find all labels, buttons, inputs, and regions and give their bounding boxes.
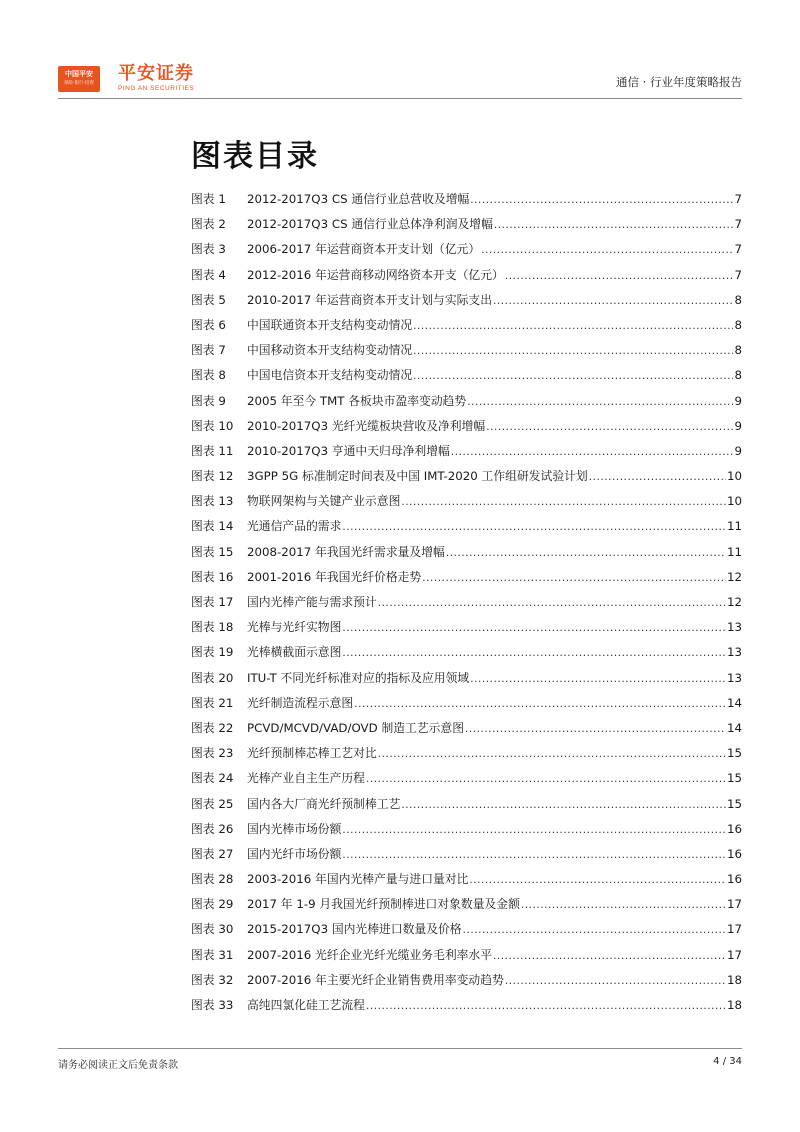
toc-entry-label: 图表 24 xyxy=(191,771,234,786)
toc-dot-leader xyxy=(342,519,726,533)
toc-dot-leader xyxy=(366,998,726,1012)
toc-dot-leader xyxy=(413,343,733,357)
toc-entry-title: 2012-2017Q3 CS 通信行业总营收及增幅 xyxy=(247,192,470,206)
toc-entry[interactable] xyxy=(191,316,742,341)
toc-entry-label: 图表 12 xyxy=(191,469,234,484)
toc-entry-label: 图表 20 xyxy=(191,670,234,685)
toc-dot-leader xyxy=(401,797,726,811)
toc-dot-leader xyxy=(467,394,733,408)
toc-entry-label: 图表 1 xyxy=(191,192,226,206)
toc-entry-title: 2012-2016 年运营商移动网络资本开支（亿元） xyxy=(247,267,504,282)
toc-dot-leader xyxy=(521,897,726,911)
toc-entry[interactable] xyxy=(191,291,742,316)
toc-entry-title: 2007-2016 年主要光纤企业销售费用率变动趋势 xyxy=(247,972,504,987)
toc-dot-leader xyxy=(342,620,726,634)
toc-entry-page: 7 xyxy=(734,267,742,282)
brand-name-en: PING AN SECURITIES xyxy=(118,85,195,92)
toc-entry-page: 12 xyxy=(726,569,742,584)
toc-entry-label: 图表 17 xyxy=(191,595,234,609)
toc-entry[interactable] xyxy=(191,744,742,769)
toc-entry-title: 中国联通资本开支结构变动情况 xyxy=(247,317,413,332)
toc-entry-title: 2010-2017Q3 光纤光缆板块营收及净利增幅 xyxy=(247,418,486,433)
toc-entry-label: 图表 27 xyxy=(191,846,234,861)
toc-entry-label: 图表 23 xyxy=(191,746,234,761)
toc-entry-label: 图表 33 xyxy=(191,998,234,1012)
footer-disclaimer: 请务必阅读正文后免责条款 xyxy=(58,1060,178,1071)
toc-entry-label: 图表 6 xyxy=(191,317,226,332)
toc-entry-page: 8 xyxy=(734,317,742,332)
toc-entry-page: 7 xyxy=(734,217,742,232)
toc-entry-page: 8 xyxy=(734,292,742,307)
toc-dot-leader xyxy=(401,494,726,508)
brand-name-cn: 平安证券 xyxy=(118,63,194,84)
toc-entry-title: 光棒横截面示意图 xyxy=(247,645,342,660)
toc-entry[interactable] xyxy=(191,341,742,366)
toc-entry-page: 13 xyxy=(726,670,742,685)
toc-entry[interactable] xyxy=(191,870,742,895)
toc-entry-page: 7 xyxy=(734,242,742,257)
toc-entry-title: 2007-2016 光纤企业光纤光缆业务毛利率水平 xyxy=(247,947,493,962)
toc-entry-title: 光棒与光纤实物图 xyxy=(247,620,342,635)
toc-entry-title: 2006-2017 年运营商资本开支计划（亿元） xyxy=(247,242,481,257)
toc-entry[interactable] xyxy=(191,971,742,996)
toc-entry-title: 光棒产业自主生产历程 xyxy=(247,771,365,786)
toc-dot-leader xyxy=(413,368,733,382)
toc-dot-leader xyxy=(422,570,726,584)
toc-entry[interactable] xyxy=(191,895,742,920)
toc-entry-page: 16 xyxy=(726,821,742,836)
toc-entry-page: 18 xyxy=(726,998,742,1012)
toc-dot-leader xyxy=(463,922,726,936)
toc-entry[interactable] xyxy=(191,190,742,215)
toc-entry-page: 16 xyxy=(726,846,742,861)
toc-dot-leader xyxy=(465,721,726,735)
toc-entry-label: 图表 9 xyxy=(191,393,226,408)
toc-entry-title: 2003-2016 年国内光棒产量与进口量对比 xyxy=(247,872,469,887)
toc-entry-page: 8 xyxy=(734,368,742,383)
toc-entry-page: 18 xyxy=(726,972,742,987)
toc-entry-title: 2005 年至今 TMT 各板块市盈率变动趋势 xyxy=(247,393,467,408)
toc-entry[interactable] xyxy=(191,946,742,971)
footer-divider xyxy=(58,1048,742,1049)
toc-dot-leader xyxy=(366,771,726,785)
toc-entry-label: 图表 16 xyxy=(191,569,234,584)
toc-dot-leader xyxy=(378,595,726,609)
toc-dot-leader xyxy=(342,847,726,861)
toc-entry[interactable] xyxy=(191,996,742,1021)
toc-entry[interactable] xyxy=(191,820,742,845)
toc-entry-page: 11 xyxy=(726,519,742,534)
toc-entry-label: 图表 32 xyxy=(191,972,234,987)
toc-entry-label: 图表 19 xyxy=(191,645,234,660)
toc-entry-label: 图表 4 xyxy=(191,267,226,282)
toc-dot-leader xyxy=(505,268,734,282)
toc-entry-page: 14 xyxy=(726,695,742,710)
toc-entry-title: 光纤制造流程示意图 xyxy=(247,695,354,710)
toc-dot-leader xyxy=(470,192,733,206)
toc-entry[interactable] xyxy=(191,568,742,593)
toc-entry-page: 14 xyxy=(726,720,742,735)
toc-entry-page: 11 xyxy=(726,544,742,559)
toc-dot-leader xyxy=(589,469,726,483)
brand-name xyxy=(118,64,194,93)
toc-entry-page: 17 xyxy=(726,947,742,962)
toc-entry-label: 图表 8 xyxy=(191,368,226,383)
toc-entry[interactable] xyxy=(191,719,742,744)
toc-dot-leader xyxy=(493,293,733,307)
toc-entry-label: 图表 10 xyxy=(191,418,234,433)
toc-entry[interactable] xyxy=(191,543,742,568)
toc-entry-title: 2010-2017 年运营商资本开支计划与实际支出 xyxy=(247,292,493,307)
toc-entry-page: 17 xyxy=(726,897,742,912)
page-number: 4 / 34 xyxy=(713,1056,742,1067)
toc-entry[interactable] xyxy=(191,392,742,417)
toc-entry-label: 图表 25 xyxy=(191,796,234,811)
toc-entry-page: 15 xyxy=(726,771,742,786)
toc-entry[interactable] xyxy=(191,618,742,643)
toc-entry-title: 2015-2017Q3 国内光棒进口数量及价格 xyxy=(247,922,462,937)
toc-dot-leader xyxy=(446,545,726,559)
toc-entry-label: 图表 21 xyxy=(191,695,234,710)
toc-entry-label: 图表 28 xyxy=(191,872,234,887)
toc-entry-page: 16 xyxy=(726,872,742,887)
toc-entry-title: 3GPP 5G 标准制定时间表及中国 IMT-2020 工作组研发试验计划 xyxy=(247,469,588,484)
toc-dot-leader xyxy=(505,973,726,987)
toc-dot-leader xyxy=(451,444,734,458)
toc-dot-leader xyxy=(481,242,733,256)
toc-entry-label: 图表 11 xyxy=(191,443,234,458)
page-title: 图表目录 xyxy=(191,139,319,174)
page-header xyxy=(0,0,800,100)
toc-entry-title: 国内光纤市场份额 xyxy=(247,846,342,861)
toc-entry-title: ITU-T 不同光纤标准对应的指标及应用领域 xyxy=(247,670,470,685)
toc-entry-title: 2017 年 1-9 月我国光纤预制棒进口对象数量及金额 xyxy=(247,897,520,912)
toc-entry-page: 12 xyxy=(726,595,742,609)
toc-entry[interactable] xyxy=(191,240,742,265)
toc-entry-title: 2008-2017 年我国光纤需求量及增幅 xyxy=(247,544,445,559)
toc-entry-label: 图表 14 xyxy=(191,519,234,534)
toc-entry-label: 图表 30 xyxy=(191,922,234,937)
toc-entry-page: 17 xyxy=(726,922,742,937)
toc-entry-label: 图表 29 xyxy=(191,897,234,912)
toc-entry-title: 2010-2017Q3 亨通中天归母净利增幅 xyxy=(247,443,450,458)
toc-entry-title: 2001-2016 年我国光纤价格走势 xyxy=(247,569,422,584)
toc-entry-title: 物联网架构与关键产业示意图 xyxy=(247,494,401,509)
logo-text: 中国平安 xyxy=(65,70,93,78)
toc-entry-title: 国内各大厂商光纤预制棒工艺 xyxy=(247,796,401,811)
toc-entry[interactable] xyxy=(191,492,742,517)
toc-entry-page: 13 xyxy=(726,645,742,660)
toc-entry-title: 高纯四氯化硅工艺流程 xyxy=(247,998,365,1012)
toc-entry-title: 中国移动资本开支结构变动情况 xyxy=(247,343,413,358)
toc-entry-page: 7 xyxy=(734,192,742,206)
toc-entry[interactable] xyxy=(191,266,742,291)
toc-entry[interactable] xyxy=(191,442,742,467)
toc-entry[interactable] xyxy=(191,669,742,694)
toc-entry-label: 图表 2 xyxy=(191,217,226,232)
toc-entry-page: 10 xyxy=(726,469,742,484)
toc-entry-title: 国内光棒市场份额 xyxy=(247,821,342,836)
toc-entry[interactable] xyxy=(191,517,742,542)
toc-entry[interactable] xyxy=(191,694,742,719)
toc-entry-title: 光通信产品的需求 xyxy=(247,519,342,534)
toc-entry[interactable] xyxy=(191,845,742,870)
toc-entry-page: 9 xyxy=(734,393,742,408)
pingan-logo xyxy=(58,66,100,92)
toc-entry-label: 图表 26 xyxy=(191,821,234,836)
toc-entry[interactable] xyxy=(191,643,742,668)
toc-entry-page: 15 xyxy=(726,796,742,811)
toc-entry[interactable] xyxy=(191,417,742,442)
toc-entry-page: 9 xyxy=(734,443,742,458)
toc-dot-leader xyxy=(342,645,726,659)
toc-entry-page: 13 xyxy=(726,620,742,635)
toc-entry-title: 2012-2017Q3 CS 通信行业总体净利润及增幅 xyxy=(247,217,493,232)
logo-subtext: 保险·银行·投资 xyxy=(64,81,94,86)
toc-dot-leader xyxy=(470,671,726,685)
toc-entry-page: 10 xyxy=(726,494,742,509)
toc-entry-page: 9 xyxy=(734,418,742,433)
toc-dot-leader xyxy=(413,318,733,332)
toc-entry-label: 图表 13 xyxy=(191,494,234,509)
toc-entry-label: 图表 7 xyxy=(191,343,226,358)
toc-entry[interactable] xyxy=(191,795,742,820)
toc-entry-label: 图表 22 xyxy=(191,720,234,735)
toc-entry-title: 国内光棒产能与需求预计 xyxy=(247,595,377,609)
toc-dot-leader xyxy=(342,822,726,836)
toc-dot-leader xyxy=(486,419,733,433)
toc-entry-label: 图表 5 xyxy=(191,292,226,307)
toc-entry-label: 图表 18 xyxy=(191,620,234,635)
toc-dot-leader xyxy=(494,217,734,231)
toc-entry-title: 中国电信资本开支结构变动情况 xyxy=(247,368,413,383)
toc-entry[interactable] xyxy=(191,920,742,945)
toc-entry-label: 图表 31 xyxy=(191,947,234,962)
report-type: 通信 · 行业年度策略报告 xyxy=(616,75,742,89)
table-of-figures xyxy=(191,190,742,1021)
toc-entry-title: 光纤预制棒芯棒工艺对比 xyxy=(247,746,377,761)
toc-entry[interactable] xyxy=(191,215,742,240)
toc-entry-label: 图表 3 xyxy=(191,242,226,257)
toc-dot-leader xyxy=(378,746,726,760)
toc-entry-title: PCVD/MCVD/VAD/OVD 制造工艺示意图 xyxy=(247,720,465,735)
toc-entry[interactable] xyxy=(191,593,742,618)
toc-entry-page: 15 xyxy=(726,746,742,761)
toc-dot-leader xyxy=(354,696,726,710)
toc-entry-label: 图表 15 xyxy=(191,544,234,559)
toc-entry[interactable] xyxy=(191,366,742,391)
toc-entry-page: 8 xyxy=(734,343,742,358)
toc-entry[interactable] xyxy=(191,467,742,492)
toc-entry[interactable] xyxy=(191,769,742,794)
toc-dot-leader xyxy=(469,872,726,886)
header-divider xyxy=(58,98,742,99)
toc-dot-leader xyxy=(493,948,726,962)
